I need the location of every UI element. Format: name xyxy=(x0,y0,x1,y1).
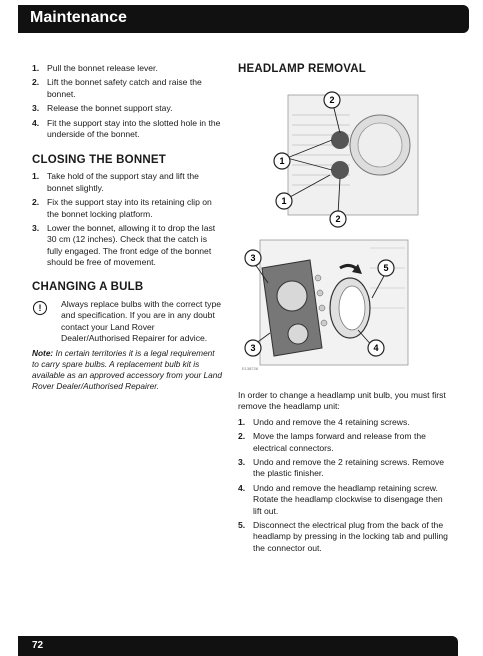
callout-5: 5 xyxy=(383,263,389,273)
step-number: 2. xyxy=(32,77,40,88)
note-text: In certain territories it is a legal requirement to carry spare bulbs. A replacement bulb kit is available as an approved accessory from your Land Rover Dealer/Authorised Repairer. xyxy=(32,348,223,392)
headlamp-location-illustration xyxy=(270,85,420,230)
list-item xyxy=(32,223,222,269)
note-block xyxy=(32,348,222,392)
list-item xyxy=(32,171,222,194)
list-item xyxy=(238,431,453,454)
right-column-text xyxy=(238,390,453,557)
step-text: Release the bonnet support stay. xyxy=(47,103,173,114)
list-item xyxy=(32,77,222,100)
list-item xyxy=(238,520,453,554)
headlamp-removal-heading: HEADLAMP REMOVAL xyxy=(238,63,366,75)
step-number: 2. xyxy=(32,197,40,208)
callout-3b: 3 xyxy=(250,343,256,353)
list-item xyxy=(32,118,222,141)
step-number: 2. xyxy=(238,431,246,442)
page-number: 72 xyxy=(32,640,44,651)
step-number: 3. xyxy=(238,457,246,468)
changing-bulb-heading: CHANGING A BULB xyxy=(32,280,144,293)
closing-bonnet-heading: CLOSING THE BONNET xyxy=(32,154,166,167)
step-text: Pull the bonnet release lever. xyxy=(47,63,158,73)
step-number: 3. xyxy=(32,103,40,114)
callout-1b: 1 xyxy=(281,196,287,206)
step-text: Move the lamps forward and release from the electrical connectors. xyxy=(253,431,426,453)
callout-1a: 1 xyxy=(279,156,285,166)
step-text: Lower the bonnet, allowing it to drop the last 30 cm (12 inches). Check that the catch is fully engaged. The front edge of the bonnet should be free of movement. xyxy=(47,223,216,268)
step-text: Lift the bonnet safety catch and raise the bonnet. xyxy=(47,77,202,99)
step-number: 1. xyxy=(32,171,40,182)
figure-code: E138726 xyxy=(242,366,259,371)
list-item xyxy=(238,417,453,428)
step-text: Take hold of the support stay and lift the bonnet slightly. xyxy=(47,171,199,193)
step-number: 3. xyxy=(32,223,40,234)
bonnet-steps-list xyxy=(32,63,222,140)
step-text: Disconnect the electrical plug from the back of the headlamp by pressing in the locking tab and pulling the connector out. xyxy=(253,520,448,553)
step-text: Undo and remove the headlamp retaining screw. Rotate the headlamp clockwise to disengage then lift out. xyxy=(253,482,443,516)
list-item xyxy=(238,483,453,517)
section-header-bar xyxy=(18,5,469,33)
callout-4: 4 xyxy=(373,343,379,353)
note-label: Note: xyxy=(32,348,54,359)
step-number: 5. xyxy=(238,520,246,531)
list-item xyxy=(32,63,222,74)
step-number: 4. xyxy=(32,117,40,128)
warning-text: Always replace bulbs with the correct type and specification. If you are in any doubt contact your Land Rover Dealer/Authorised Repairer for advice. xyxy=(61,298,222,343)
headlamp-steps-list xyxy=(238,417,453,554)
warning-icon: ! xyxy=(33,301,47,315)
headlamp-intro: In order to change a headlamp unit bulb, you must first remove the headlamp unit: xyxy=(238,390,446,412)
step-text: Undo and remove the 4 retaining screws. xyxy=(253,416,410,427)
footer-bar xyxy=(18,636,458,656)
list-item xyxy=(32,103,222,114)
step-text: Undo and remove the 2 retaining screws. Remove the plastic finisher. xyxy=(253,457,445,479)
right-column xyxy=(238,63,453,75)
callout-3a: 3 xyxy=(250,253,256,263)
step-number: 4. xyxy=(238,482,246,493)
list-item xyxy=(238,457,453,480)
section-title: Maintenance xyxy=(30,9,127,26)
callout-2a: 2 xyxy=(329,95,335,105)
step-number: 1. xyxy=(32,63,40,73)
headlamp-removal-illustration xyxy=(240,238,410,373)
step-number: 1. xyxy=(238,416,246,427)
closing-steps-list xyxy=(32,171,222,268)
callout-2b: 2 xyxy=(335,214,341,224)
warning-block xyxy=(32,299,222,345)
left-column xyxy=(32,63,222,392)
step-text: Fit the support stay into the slotted hole in the underside of the bonnet. xyxy=(47,117,221,140)
step-text: Fix the support stay into its retaining clip on the bonnet locking platform. xyxy=(47,197,212,219)
list-item xyxy=(32,197,222,220)
